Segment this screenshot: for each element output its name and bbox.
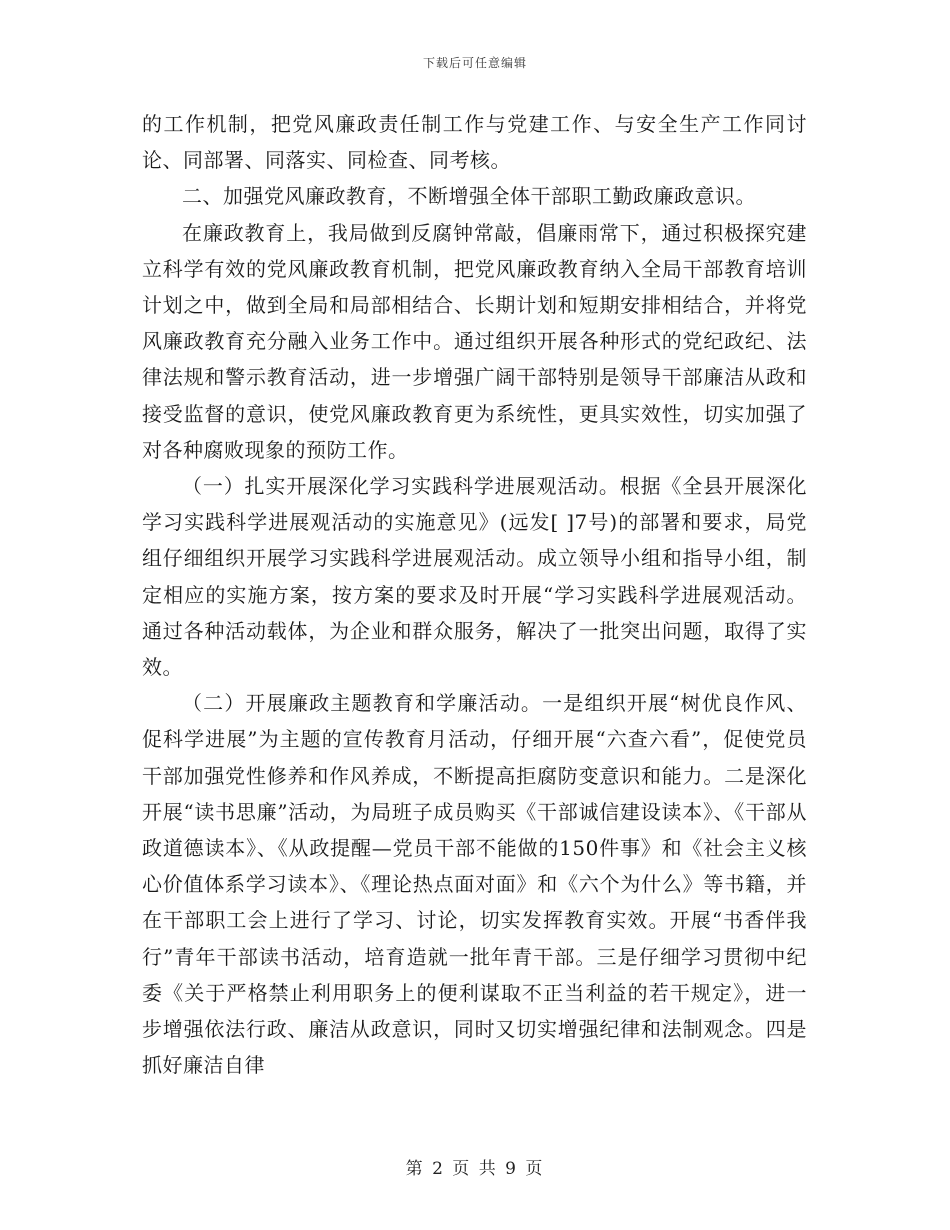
paragraph-continuation: 的工作机制，把党风廉政责任制工作与党建工作、与安全生产工作同讨论、同部署、同落实、同检查、同考核。 (142, 112, 807, 173)
document-body (142, 106, 807, 1083)
page-header: 下载后可任意编辑 (422, 56, 527, 70)
page-number: 第 2 页 共 9 页 (405, 1159, 545, 1179)
section-heading-2: 二、加强党风廉政教育，不断增强全体干部职工勤政廉政意识。 (182, 184, 756, 209)
paragraph-subsection-2: （二）开展廉政主题教育和学廉活动。一是组织开展“树优良作风、促科学进展”为主题的宣传教育月活动，仔细开展“六查六看”，促使党员干部加强党性修养和作风养成，不断提高拒腐防变意识和能力。二是深化开展“读书思廉”活动，为局班子成员购买《干部诚信建设读本》、《干部从政道德读本》、《从政提醒—党员干部不能做的150件事》和《社会主义核心价值体系学习读本》、《理论热点面对面》和《六个为什么》等书籍，并在干部职工会上进行了学习、讨论，切实发挥教育实效。开展“书香伴我行”青年干部读书活动，培育造就一批年青干部。三是仔细学习贯彻中纪委《关于严格禁止利用职务上的便利谋取不正当利益的若干规定》，进一步增强依法行政、廉洁从政意识，同时又切实增强纪律和法制观念。四是抓好廉洁自律 (142, 691, 807, 1078)
paragraph-education: 在廉政教育上，我局做到反腐钟常敲，倡廉雨常下，通过积极探究建立科学有效的党风廉政教育机制，把党风廉政教育纳入全局干部教育培训计划之中，做到全局和局部相结合、长期计划和短期安排相结合，并将党风廉政教育充分融入业务工作中。通过组织开展各种形式的党纪政纪、法律法规和警示教育活动，进一步增强广阔干部特别是领导干部廉洁从政和接受监督的意识，使党风廉政教育更为系统性，更具实效性，切实加强了对各种腐败现象的预防工作。 (142, 220, 807, 462)
paragraph-subsection-1: （一）扎实开展深化学习实践科学进展观活动。根据《全县开展深化学习实践科学进展观活动的实施意见》(远发[ ]7号)的部署和要求，局党组仔细组织开展学习实践科学进展观活动。成立领导小组和指导小组，制定相应的实施方案，按方案的要求及时开展“学习实践科学进展观活动。通过各种活动载体，为企业和群众服务，解决了一批突出问题，取得了实效。 (142, 474, 807, 680)
